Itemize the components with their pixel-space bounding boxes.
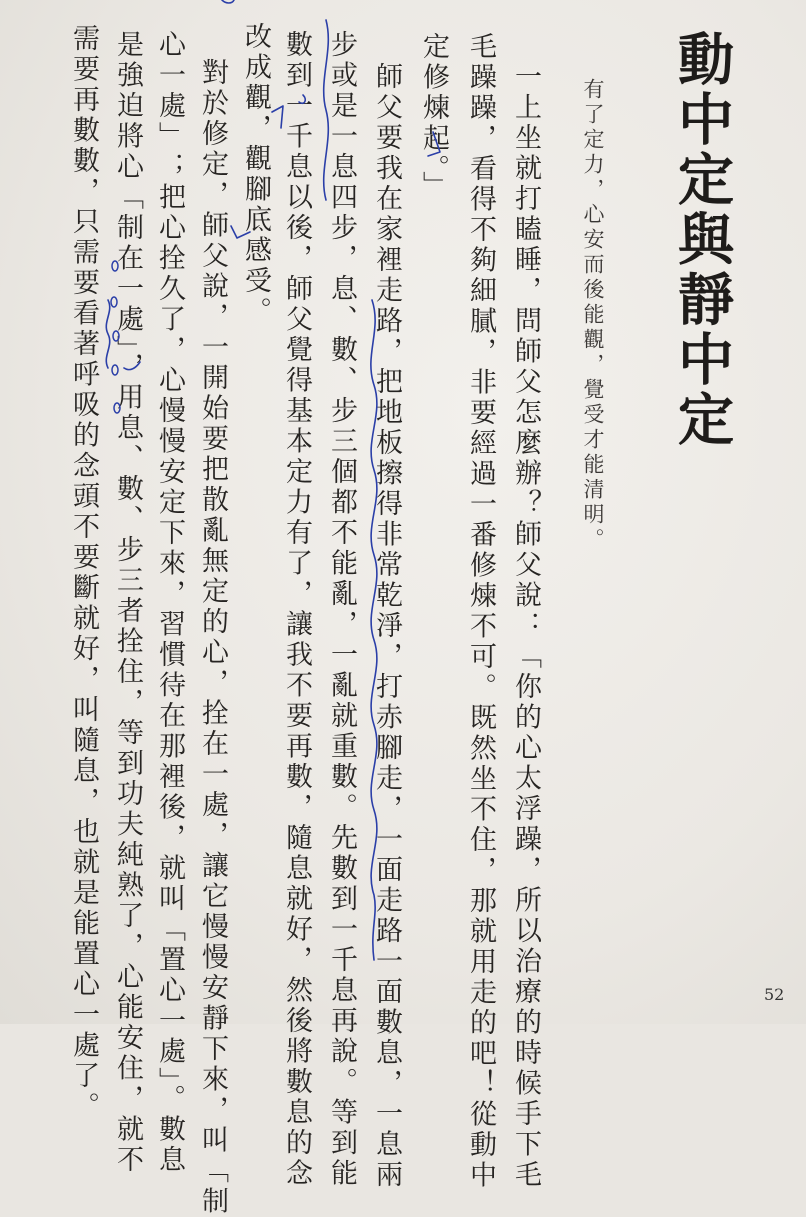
pen-bracket-mark xyxy=(428,132,440,156)
pen-circle-mark xyxy=(114,403,120,413)
chapter-subtitle: 有了定力，心安而後能觀，覺受才能清明。 xyxy=(581,78,605,553)
pen-wavy-line xyxy=(106,300,109,368)
pen-circle-mark xyxy=(111,297,117,307)
text-column: 師父要我在家裡走路，把地板擦得非常乾淨，打赤腳走，一面走路一面數息，一息兩 xyxy=(371,62,402,1191)
text-column: 需要再數數，只需要看著呼吸的念頭不要斷就好，叫隨息，也就是能置心一處了。 xyxy=(68,24,99,1122)
pen-circle-mark xyxy=(112,365,118,375)
pen-wavy-line xyxy=(371,300,377,960)
pen-wavy-line xyxy=(324,20,329,200)
text-column: 對於修定，師父說，一開始要把散亂無定的心，拴在一處，讓它慢慢安靜下來，叫「制 xyxy=(197,58,228,1217)
text-column: 毛躁躁，看得不夠細膩，非要經過一番修煉不可。既然坐不住，那就用走的吧！從動中 xyxy=(465,32,496,1191)
text-column: 數到一千息以後，師父覺得基本定力有了，讓我不要再數，隨息就好，然後將數息的念 xyxy=(281,30,312,1189)
text-column: 定修煉起。」 xyxy=(418,32,449,202)
pen-check-mark xyxy=(231,226,250,238)
pen-stroke xyxy=(299,95,305,103)
text-column: 步或是一息四步，息、數、步三個都不能亂，一亂就重數。先數到一千息再說。等到能 xyxy=(326,30,357,1189)
pen-stroke xyxy=(222,0,234,3)
text-column: 改成觀，觀腳底感受。 xyxy=(240,22,271,327)
pen-bracket-mark xyxy=(272,106,283,128)
text-column: 心一處」；把心拴久了，心慢慢安定下來，習慣待在那裡後，就叫「置心一處」。數息 xyxy=(154,30,185,1176)
text-column: 是強迫將心「制在一處」，用息、數、步三者拴住，等到功夫純熟了，心能安住，就不 xyxy=(112,30,143,1176)
pen-stroke xyxy=(124,362,140,370)
page-number: 52 xyxy=(764,985,785,1004)
text-column: 一上坐就打瞌睡，問師父怎麼辦？師父說：「你的心太浮躁，所以治療的時候手下毛 xyxy=(510,62,541,1191)
chapter-title: 動中定與靜中定 xyxy=(669,30,735,450)
pen-circle-mark xyxy=(112,261,118,271)
pen-circle-mark xyxy=(113,331,119,341)
